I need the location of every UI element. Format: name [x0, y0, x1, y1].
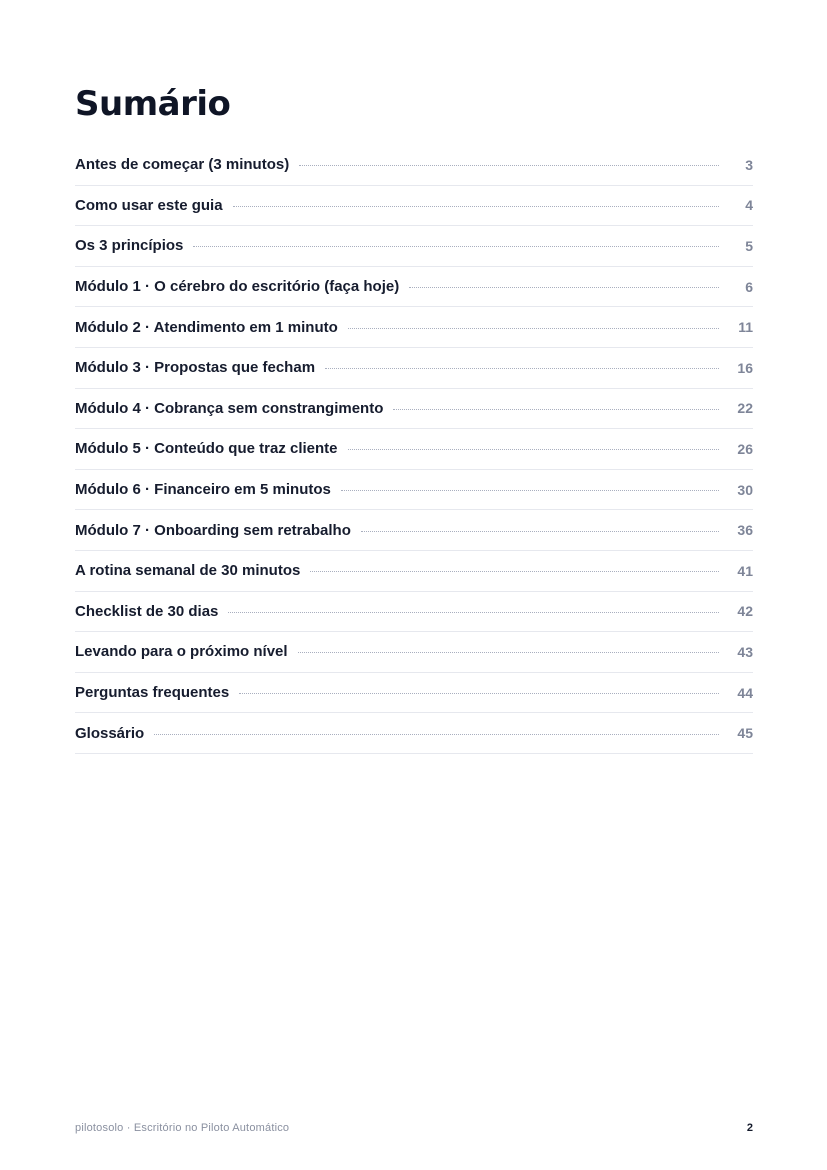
toc-entry-page: 30: [737, 481, 753, 498]
toc-entry[interactable]: [75, 510, 753, 551]
toc-entry[interactable]: [75, 267, 753, 308]
toc-dot-leader: [393, 409, 719, 410]
toc-entry[interactable]: [75, 145, 753, 186]
toc-dot-leader: [298, 652, 719, 653]
table-of-contents: [75, 145, 753, 754]
toc-entry-label: Módulo 6 · Financeiro em 5 minutos: [75, 481, 331, 499]
toc-entry-page: 16: [737, 359, 753, 376]
footer-brand-text: pilotosolo · Escritório no Piloto Automático: [75, 1122, 290, 1134]
toc-dot-leader: [310, 571, 719, 572]
toc-entry-label: Módulo 3 · Propostas que fecham: [75, 359, 316, 377]
toc-dot-leader: [299, 165, 719, 166]
toc-dot-leader: [409, 287, 719, 288]
toc-entry[interactable]: [75, 632, 753, 673]
toc-entry-page: 22: [737, 400, 753, 417]
toc-entry[interactable]: [75, 592, 753, 633]
toc-entry-page: 41: [737, 562, 753, 579]
toc-entry[interactable]: [75, 348, 753, 389]
toc-entry-page: 5: [745, 237, 753, 254]
toc-entry-label: Como usar este guia: [75, 196, 223, 214]
toc-dot-leader: [348, 449, 720, 450]
toc-dot-leader: [361, 531, 719, 532]
toc-entry[interactable]: [75, 389, 753, 430]
toc-entry-label: Módulo 7 · Onboarding sem retrabalho: [75, 521, 351, 539]
toc-dot-leader: [154, 734, 719, 735]
toc-dot-leader: [233, 206, 719, 207]
toc-entry[interactable]: [75, 673, 753, 714]
toc-entry-page: 3: [745, 156, 753, 173]
toc-entry[interactable]: [75, 713, 753, 754]
toc-entry-page: 11: [738, 319, 753, 336]
toc-entry-page: 43: [737, 643, 753, 660]
toc-dot-leader: [193, 246, 719, 247]
toc-entry[interactable]: [75, 551, 753, 592]
toc-entry-page: 36: [737, 522, 753, 539]
footer-page-number: 2: [746, 1122, 753, 1134]
toc-entry-label: Os 3 princípios: [75, 237, 184, 255]
toc-entry-label: Módulo 5 · Conteúdo que traz cliente: [75, 440, 338, 458]
toc-entry-page: 6: [745, 278, 753, 295]
toc-entry-label: Glossário: [75, 724, 145, 742]
toc-entry-page: 26: [737, 440, 753, 457]
toc-dot-leader: [239, 693, 719, 694]
toc-entry-label: Perguntas frequentes: [75, 684, 230, 702]
toc-dot-leader: [228, 612, 719, 613]
toc-entry-label: Módulo 1 · O cérebro do escritório (faça hoje): [75, 278, 400, 296]
toc-entry-label: Levando para o próximo nível: [75, 643, 288, 661]
toc-entry[interactable]: [75, 186, 753, 227]
toc-entry[interactable]: [75, 226, 753, 267]
toc-entry[interactable]: [75, 429, 753, 470]
toc-entry-label: A rotina semanal de 30 minutos: [75, 562, 301, 580]
toc-dot-leader: [325, 368, 719, 369]
toc-entry-label: Módulo 2 · Atendimento em 1 minuto: [75, 318, 338, 336]
toc-entry-page: 44: [737, 684, 753, 701]
toc-dot-leader: [341, 490, 719, 491]
toc-entry-label: Módulo 4 · Cobrança sem constrangimento: [75, 399, 384, 417]
toc-entry[interactable]: [75, 307, 753, 348]
toc-dot-leader: [348, 328, 719, 329]
toc-entry-label: Antes de começar (3 minutos): [75, 156, 290, 174]
toc-entry-page: 4: [745, 197, 753, 214]
toc-entry-label: Checklist de 30 dias: [75, 602, 219, 620]
page-title: Sumário: [75, 84, 231, 124]
toc-entry[interactable]: [75, 470, 753, 511]
toc-entry-page: 42: [737, 603, 753, 620]
toc-entry-page: 45: [737, 725, 753, 742]
